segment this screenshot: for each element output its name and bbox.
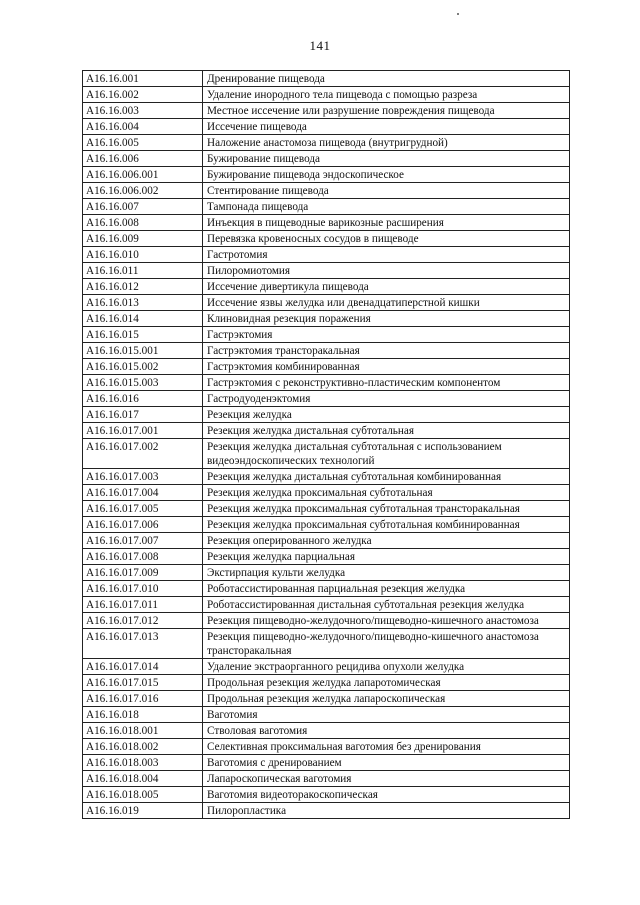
procedure-code: А16.16.019 <box>83 803 203 819</box>
procedure-code: А16.16.017.012 <box>83 613 203 629</box>
procedure-code: А16.16.001 <box>83 71 203 87</box>
procedure-name: Гастрэктомия трансторакальная <box>203 343 570 359</box>
procedure-name: Гастрэктомия с реконструктивно-пластическим компонентом <box>203 375 570 391</box>
procedure-code: А16.16.017.002 <box>83 439 203 469</box>
procedure-name: Стволовая ваготомия <box>203 723 570 739</box>
procedure-name: Продольная резекция желудка лапароскопическая <box>203 691 570 707</box>
procedure-code: А16.16.003 <box>83 103 203 119</box>
table-row <box>83 375 570 391</box>
procedure-name: Бужирование пищевода <box>203 151 570 167</box>
table-row <box>83 565 570 581</box>
procedure-code: А16.16.017.015 <box>83 675 203 691</box>
procedure-code: А16.16.017.009 <box>83 565 203 581</box>
procedure-code: А16.16.008 <box>83 215 203 231</box>
procedure-name: Резекция желудка проксимальная субтотальная комбинированная <box>203 517 570 533</box>
procedure-code: А16.16.015.001 <box>83 343 203 359</box>
table-row <box>83 135 570 151</box>
table-row <box>83 151 570 167</box>
procedure-name: Резекция пищеводно-желудочного/пищеводно-кишечного анастомоза трансторакальная <box>203 629 570 659</box>
procedure-name: Ваготомия видеоторакоскопическая <box>203 787 570 803</box>
procedure-code: А16.16.005 <box>83 135 203 151</box>
table-row <box>83 407 570 423</box>
procedure-code: А16.16.017.008 <box>83 549 203 565</box>
table-row <box>83 423 570 439</box>
procedure-code: А16.16.014 <box>83 311 203 327</box>
table-row <box>83 295 570 311</box>
procedure-code: А16.16.004 <box>83 119 203 135</box>
table-row <box>83 311 570 327</box>
procedure-name: Лапароскопическая ваготомия <box>203 771 570 787</box>
procedure-code: А16.16.017.005 <box>83 501 203 517</box>
procedure-code: А16.16.017.001 <box>83 423 203 439</box>
procedure-code: А16.16.016 <box>83 391 203 407</box>
procedure-code: А16.16.007 <box>83 199 203 215</box>
procedure-name: Ваготомия <box>203 707 570 723</box>
table-row <box>83 771 570 787</box>
procedure-code: А16.16.018.004 <box>83 771 203 787</box>
procedure-code: А16.16.017.006 <box>83 517 203 533</box>
table-row <box>83 167 570 183</box>
procedure-code: А16.16.017.007 <box>83 533 203 549</box>
procedure-codes-table <box>82 70 570 819</box>
procedure-code: А16.16.017.013 <box>83 629 203 659</box>
table-row <box>83 549 570 565</box>
procedure-code: А16.16.018 <box>83 707 203 723</box>
table-row <box>83 247 570 263</box>
procedure-name: Резекция желудка дистальная субтотальная <box>203 423 570 439</box>
table-row <box>83 263 570 279</box>
procedure-name: Удаление экстраорганного рецидива опухоли желудка <box>203 659 570 675</box>
procedure-name: Иссечение язвы желудка или двенадцатиперстной кишки <box>203 295 570 311</box>
table-row <box>83 103 570 119</box>
scan-dot <box>457 13 459 15</box>
table-row <box>83 755 570 771</box>
procedure-code: А16.16.018.002 <box>83 739 203 755</box>
procedure-name: Иссечение дивертикула пищевода <box>203 279 570 295</box>
table-row <box>83 787 570 803</box>
procedure-code: А16.16.017.011 <box>83 597 203 613</box>
procedure-name: Резекция желудка проксимальная субтотальная трансторакальная <box>203 501 570 517</box>
procedure-code: А16.16.006 <box>83 151 203 167</box>
procedure-code: А16.16.009 <box>83 231 203 247</box>
table-row <box>83 723 570 739</box>
procedure-name: Экстирпация культи желудка <box>203 565 570 581</box>
table-row <box>83 629 570 659</box>
table-row <box>83 581 570 597</box>
table-row <box>83 691 570 707</box>
procedure-name: Резекция желудка <box>203 407 570 423</box>
table-row <box>83 485 570 501</box>
procedure-name: Дренирование пищевода <box>203 71 570 87</box>
table-row <box>83 231 570 247</box>
procedure-code: А16.16.017.016 <box>83 691 203 707</box>
procedure-code: А16.16.017.014 <box>83 659 203 675</box>
table-row <box>83 183 570 199</box>
procedure-name: Резекция желудка парциальная <box>203 549 570 565</box>
table-body <box>83 71 570 819</box>
procedure-code: А16.16.017.004 <box>83 485 203 501</box>
procedure-code: А16.16.010 <box>83 247 203 263</box>
procedure-name: Бужирование пищевода эндоскопическое <box>203 167 570 183</box>
procedure-code: А16.16.017.010 <box>83 581 203 597</box>
procedure-name: Удаление инородного тела пищевода с помощью разреза <box>203 87 570 103</box>
procedure-name: Гастродуоденэктомия <box>203 391 570 407</box>
procedure-code: А16.16.013 <box>83 295 203 311</box>
procedure-name: Резекция пищеводно-желудочного/пищеводно-кишечного анастомоза <box>203 613 570 629</box>
procedure-code: А16.16.002 <box>83 87 203 103</box>
procedure-code: А16.16.006.002 <box>83 183 203 199</box>
procedure-name: Стентирование пищевода <box>203 183 570 199</box>
table-row <box>83 533 570 549</box>
table-row <box>83 517 570 533</box>
procedure-name: Селективная проксимальная ваготомия без дренирования <box>203 739 570 755</box>
table-row <box>83 359 570 375</box>
procedure-name: Гастротомия <box>203 247 570 263</box>
table-row <box>83 343 570 359</box>
table-row <box>83 501 570 517</box>
procedure-name: Роботассистированная парциальная резекция желудка <box>203 581 570 597</box>
procedure-name: Гастрэктомия комбинированная <box>203 359 570 375</box>
table-row <box>83 469 570 485</box>
procedure-code: А16.16.017.003 <box>83 469 203 485</box>
procedure-name: Местное иссечение или разрушение повреждения пищевода <box>203 103 570 119</box>
procedure-name: Инъекция в пищеводные варикозные расширения <box>203 215 570 231</box>
table-row <box>83 659 570 675</box>
procedure-code: А16.16.018.003 <box>83 755 203 771</box>
procedure-name: Перевязка кровеносных сосудов в пищеводе <box>203 231 570 247</box>
procedure-name: Гастрэктомия <box>203 327 570 343</box>
procedure-name: Иссечение пищевода <box>203 119 570 135</box>
procedure-code: А16.16.012 <box>83 279 203 295</box>
procedure-code: А16.16.006.001 <box>83 167 203 183</box>
table-row <box>83 71 570 87</box>
table-row <box>83 215 570 231</box>
table-row <box>83 199 570 215</box>
table-row <box>83 439 570 469</box>
procedure-code: А16.16.017 <box>83 407 203 423</box>
procedure-name: Резекция оперированного желудка <box>203 533 570 549</box>
table-row <box>83 119 570 135</box>
table-row <box>83 87 570 103</box>
page-number: 141 <box>309 38 331 53</box>
procedure-code: А16.16.018.001 <box>83 723 203 739</box>
procedure-code: А16.16.018.005 <box>83 787 203 803</box>
procedure-name: Продольная резекция желудка лапаротомическая <box>203 675 570 691</box>
procedure-name: Пилоромиотомия <box>203 263 570 279</box>
table-row <box>83 707 570 723</box>
procedure-name: Роботассистированная дистальная субтотальная резекция желудка <box>203 597 570 613</box>
table-row <box>83 675 570 691</box>
procedure-name: Резекция желудка дистальная субтотальная с использованием видеоэндоскопических технологий <box>203 439 570 469</box>
procedure-name: Клиновидная резекция поражения <box>203 311 570 327</box>
procedure-name: Резекция желудка проксимальная субтотальная <box>203 485 570 501</box>
table-row <box>83 613 570 629</box>
procedure-code: А16.16.011 <box>83 263 203 279</box>
procedure-name: Тампонада пищевода <box>203 199 570 215</box>
table-row <box>83 803 570 819</box>
table-row <box>83 279 570 295</box>
procedure-name: Ваготомия с дренированием <box>203 755 570 771</box>
procedure-name: Наложение анастомоза пищевода (внутригрудной) <box>203 135 570 151</box>
procedure-name: Пилоропластика <box>203 803 570 819</box>
table-row <box>83 597 570 613</box>
procedure-code: А16.16.015.003 <box>83 375 203 391</box>
procedure-code: А16.16.015 <box>83 327 203 343</box>
procedure-name: Резекция желудка дистальная субтотальная комбинированная <box>203 469 570 485</box>
table-row <box>83 327 570 343</box>
table-row <box>83 739 570 755</box>
table-row <box>83 391 570 407</box>
procedure-code: А16.16.015.002 <box>83 359 203 375</box>
